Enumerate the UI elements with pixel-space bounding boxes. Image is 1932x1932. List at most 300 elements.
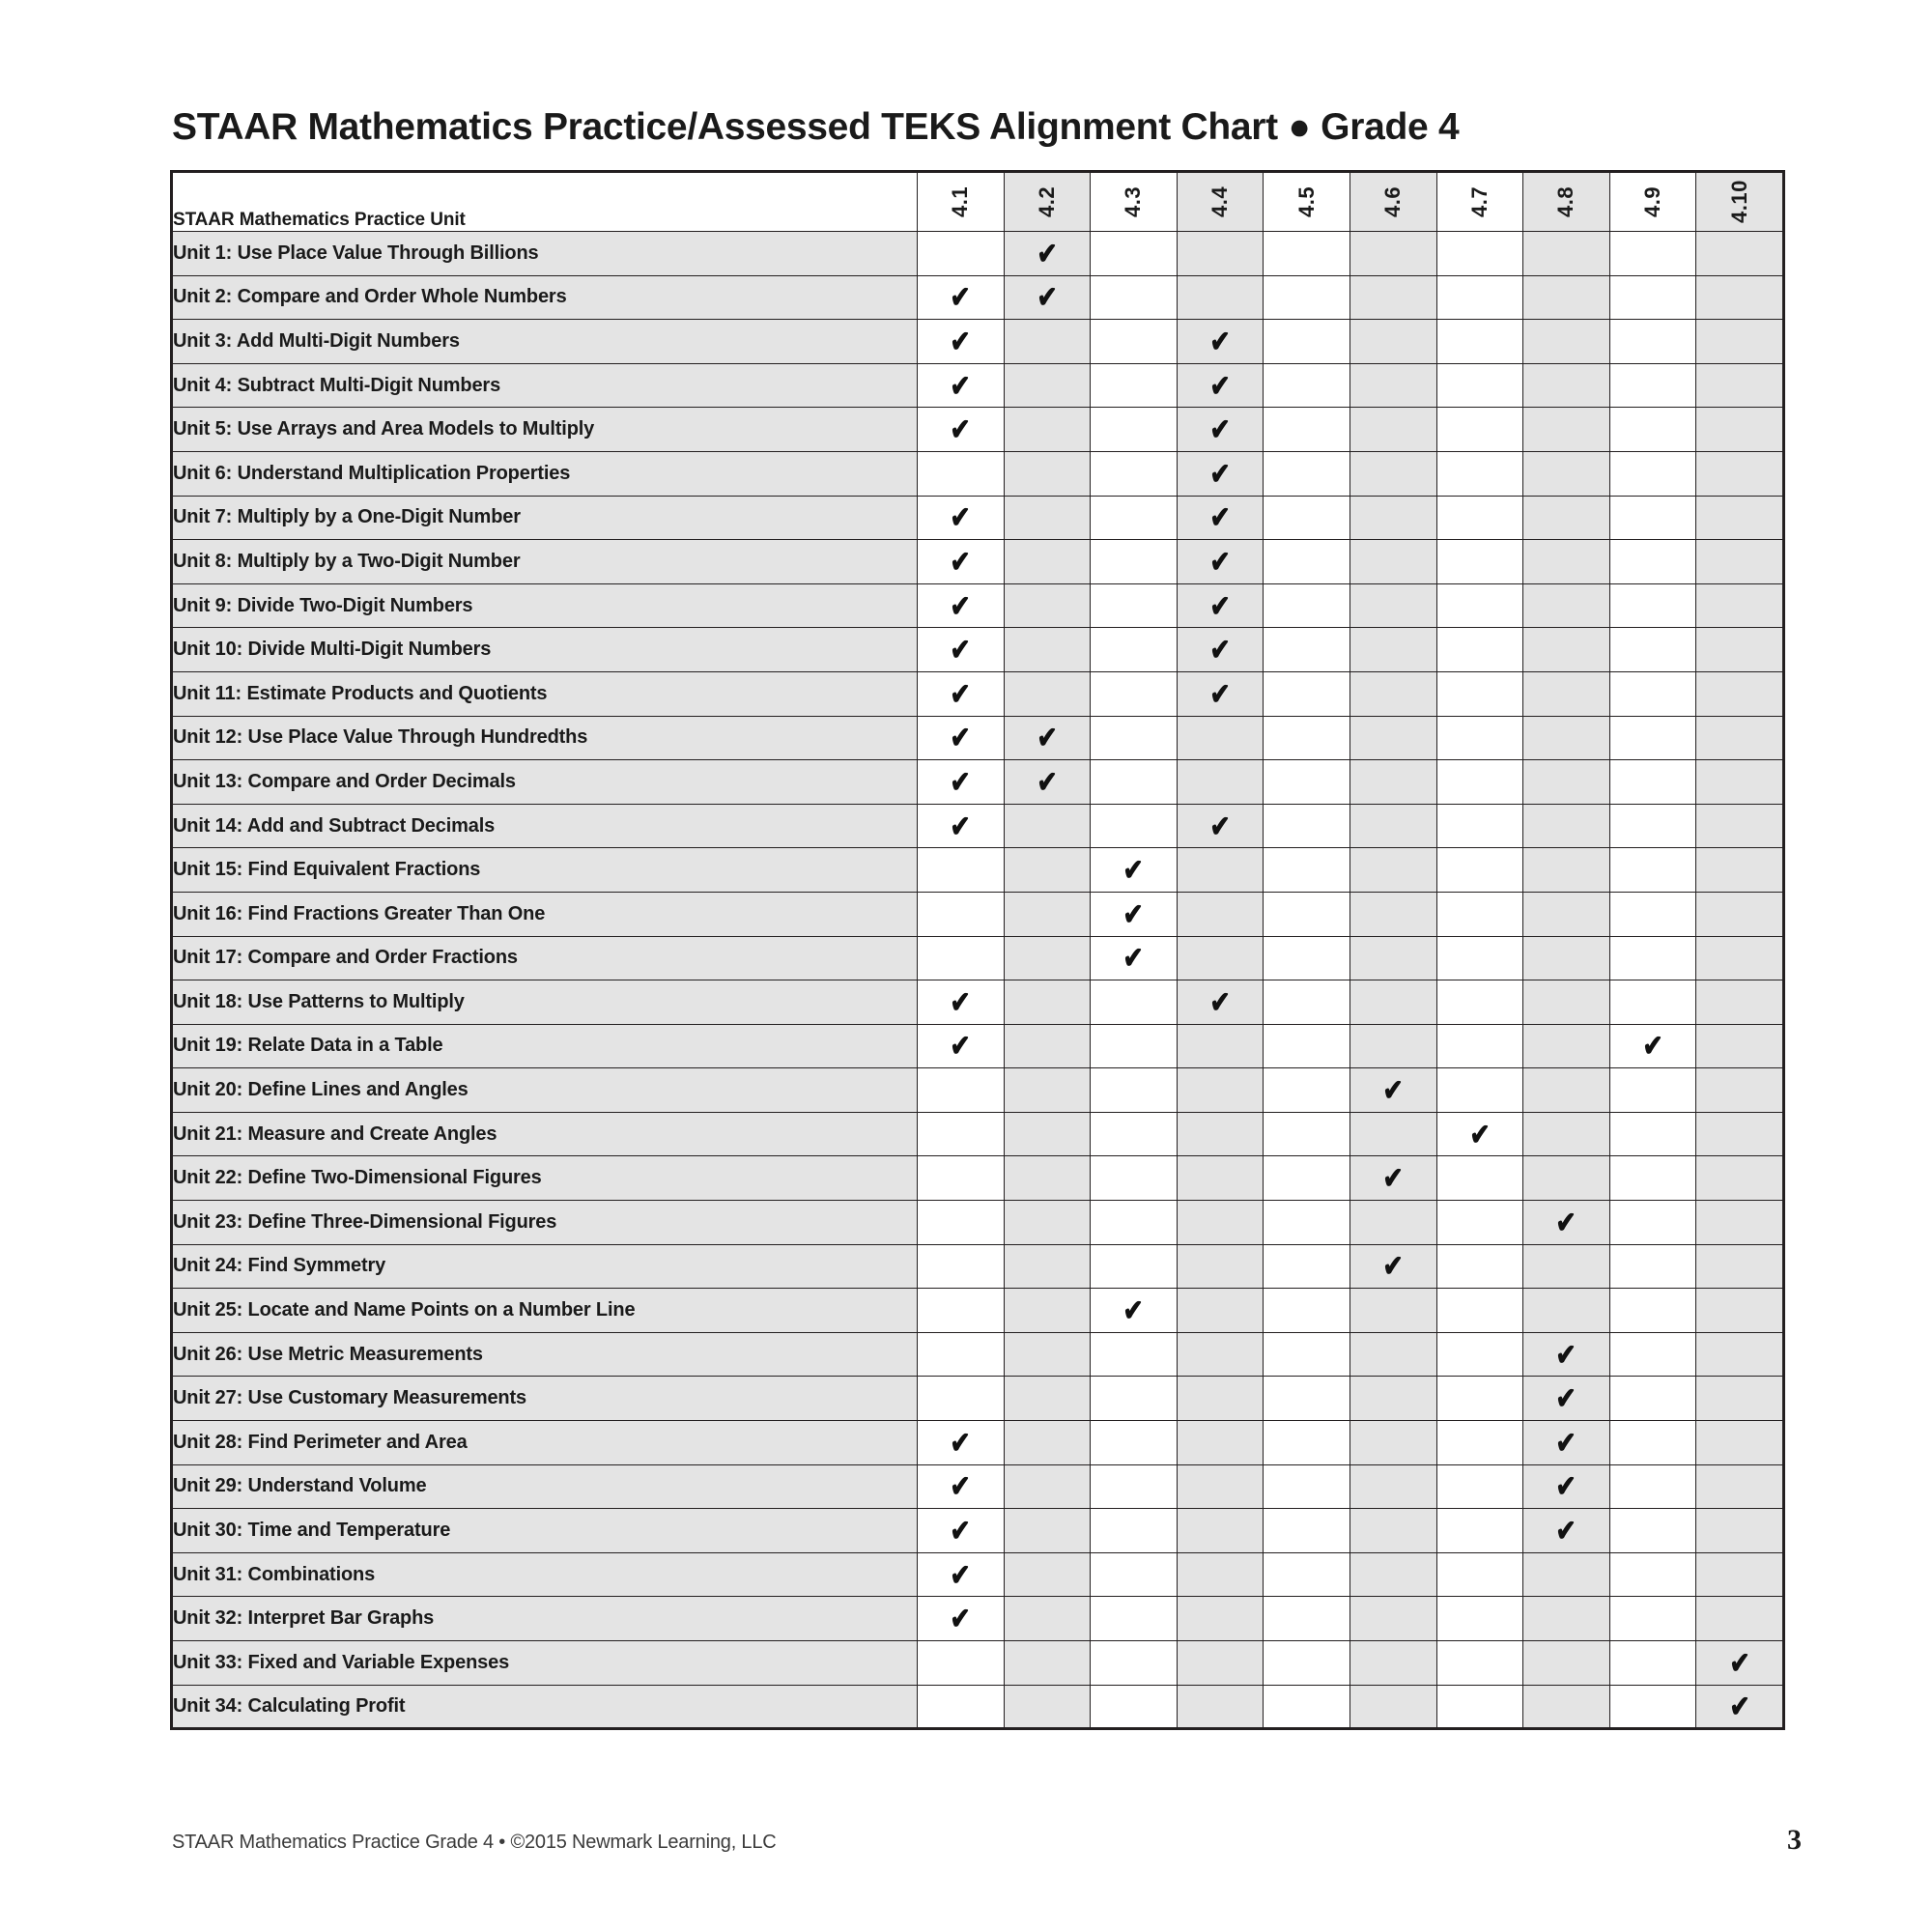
- alignment-cell: [1696, 804, 1784, 848]
- table-row: [172, 760, 1784, 805]
- checkmark-icon: ✔: [1555, 1381, 1577, 1416]
- alignment-cell: [1350, 363, 1436, 408]
- checkmark-icon: ✔: [1382, 1249, 1404, 1284]
- alignment-cell: [1523, 848, 1610, 893]
- alignment-cell: [1696, 408, 1784, 452]
- column-header-teks-4-2: [1004, 172, 1091, 232]
- alignment-cell: [1091, 583, 1178, 628]
- alignment-cell: [1177, 232, 1264, 276]
- alignment-cell: [1436, 451, 1523, 496]
- alignment-cell: [1696, 1685, 1784, 1729]
- alignment-cell: [1264, 1024, 1350, 1068]
- unit-label-cell: Unit 9: Divide Two-Digit Numbers: [172, 583, 918, 628]
- alignment-cell: [1177, 363, 1264, 408]
- column-header-label: 4.5: [1293, 185, 1319, 218]
- alignment-cell: [1264, 1244, 1350, 1289]
- alignment-cell: [1264, 628, 1350, 672]
- checkmark-icon: ✔: [1209, 544, 1231, 579]
- alignment-cell: [1004, 1332, 1091, 1377]
- table-row: [172, 1685, 1784, 1729]
- alignment-cell: [1177, 671, 1264, 716]
- alignment-cell: [1091, 1332, 1178, 1377]
- checkmark-icon: ✔: [1555, 1337, 1577, 1372]
- alignment-cell: [918, 1421, 1005, 1465]
- alignment-cell: [1350, 848, 1436, 893]
- checkmark-icon: ✔: [1209, 809, 1231, 843]
- alignment-cell: [1004, 451, 1091, 496]
- alignment-cell: [1264, 451, 1350, 496]
- unit-label-cell: Unit 12: Use Place Value Through Hundredths: [172, 716, 918, 760]
- alignment-cell: [1523, 451, 1610, 496]
- alignment-cell: [1177, 628, 1264, 672]
- alignment-cell: [1436, 496, 1523, 540]
- alignment-cell: [1091, 1244, 1178, 1289]
- alignment-cell: [918, 496, 1005, 540]
- alignment-cell: [1696, 1552, 1784, 1597]
- alignment-cell: [1264, 936, 1350, 980]
- alignment-cell: [1523, 1289, 1610, 1333]
- alignment-cell: [1436, 232, 1523, 276]
- table-row: [172, 275, 1784, 320]
- alignment-cell: [1350, 1068, 1436, 1113]
- checkmark-icon: ✔: [1037, 236, 1058, 270]
- alignment-cell: [1264, 760, 1350, 805]
- unit-label-cell: Unit 18: Use Patterns to Multiply: [172, 980, 918, 1025]
- checkmark-icon: ✔: [1555, 1205, 1577, 1239]
- alignment-cell: [1004, 540, 1091, 584]
- alignment-cell: [1609, 1377, 1696, 1421]
- alignment-cell: [1004, 1024, 1091, 1068]
- alignment-cell: [1436, 760, 1523, 805]
- table-row: [172, 583, 1784, 628]
- checkmark-icon: ✔: [1382, 1073, 1404, 1108]
- table-row: [172, 716, 1784, 760]
- alignment-cell: [1264, 496, 1350, 540]
- table-row: [172, 1552, 1784, 1597]
- alignment-cell: [1696, 583, 1784, 628]
- alignment-cell: [918, 1597, 1005, 1641]
- alignment-cell: [918, 363, 1005, 408]
- alignment-cell: [1091, 1552, 1178, 1597]
- unit-label-cell: Unit 29: Understand Volume: [172, 1464, 918, 1509]
- alignment-cell: [918, 716, 1005, 760]
- alignment-cell: [1091, 1156, 1178, 1201]
- alignment-cell: [1609, 583, 1696, 628]
- alignment-cell: [1523, 1552, 1610, 1597]
- table-row: [172, 408, 1784, 452]
- alignment-cell: [918, 320, 1005, 364]
- alignment-cell: [1350, 1552, 1436, 1597]
- table-row: [172, 363, 1784, 408]
- checkmark-icon: ✔: [950, 1557, 971, 1592]
- alignment-cell: [1523, 1421, 1610, 1465]
- alignment-cell: [1091, 1597, 1178, 1641]
- table-row: [172, 320, 1784, 364]
- alignment-cell: [1696, 1244, 1784, 1289]
- alignment-cell: [1436, 408, 1523, 452]
- alignment-cell: [1264, 671, 1350, 716]
- alignment-cell: [1436, 1112, 1523, 1156]
- alignment-cell: [1177, 320, 1264, 364]
- alignment-cell: [1523, 1332, 1610, 1377]
- alignment-cell: [1350, 980, 1436, 1025]
- alignment-cell: [918, 804, 1005, 848]
- checkmark-icon: ✔: [1122, 1293, 1145, 1328]
- alignment-cell: [1264, 980, 1350, 1025]
- alignment-cell: [1004, 1641, 1091, 1686]
- alignment-cell: [1091, 892, 1178, 936]
- checkmark-icon: ✔: [950, 721, 971, 755]
- table-row: [172, 540, 1784, 584]
- checkmark-icon: ✔: [950, 1425, 971, 1460]
- checkmark-icon: ✔: [1209, 412, 1231, 447]
- table-row: [172, 1464, 1784, 1509]
- column-header-teks-4-9: [1609, 172, 1696, 232]
- column-header-label: 4.7: [1466, 185, 1492, 218]
- alignment-cell: [1696, 760, 1784, 805]
- alignment-cell: [1264, 275, 1350, 320]
- alignment-cell: [1091, 540, 1178, 584]
- alignment-cell: [1523, 1112, 1610, 1156]
- alignment-cell: [1696, 1156, 1784, 1201]
- checkmark-icon: ✔: [950, 1514, 971, 1548]
- alignment-cell: [1177, 540, 1264, 584]
- alignment-cell: [1264, 363, 1350, 408]
- alignment-cell: [1177, 1156, 1264, 1201]
- alignment-cell: [918, 1024, 1005, 1068]
- alignment-cell: [1523, 892, 1610, 936]
- unit-label-cell: Unit 5: Use Arrays and Area Models to Multiply: [172, 408, 918, 452]
- unit-label-cell: Unit 25: Locate and Name Points on a Number Line: [172, 1289, 918, 1333]
- table-header-row: [172, 172, 1784, 232]
- alignment-cell: [1436, 1641, 1523, 1686]
- alignment-cell: [1264, 804, 1350, 848]
- unit-label-cell: Unit 15: Find Equivalent Fractions: [172, 848, 918, 893]
- alignment-cell: [1264, 1377, 1350, 1421]
- checkmark-icon: ✔: [1209, 368, 1231, 403]
- alignment-cell: [918, 1377, 1005, 1421]
- alignment-cell: [1004, 716, 1091, 760]
- alignment-cell: [1177, 804, 1264, 848]
- column-header-teks-4-4: [1177, 172, 1264, 232]
- alignment-cell: [918, 1464, 1005, 1509]
- checkmark-icon: ✔: [1037, 280, 1058, 315]
- alignment-cell: [1350, 1641, 1436, 1686]
- alignment-cell: [1696, 1068, 1784, 1113]
- alignment-cell: [1004, 496, 1091, 540]
- alignment-cell: [1609, 980, 1696, 1025]
- alignment-cell: [1350, 275, 1436, 320]
- alignment-cell: [1264, 320, 1350, 364]
- alignment-cell: [1350, 716, 1436, 760]
- alignment-cell: [1091, 496, 1178, 540]
- alignment-cell: [1177, 1024, 1264, 1068]
- alignment-cell: [918, 408, 1005, 452]
- alignment-cell: [1609, 320, 1696, 364]
- alignment-cell: [1523, 760, 1610, 805]
- alignment-cell: [1523, 1156, 1610, 1201]
- alignment-cell: [1436, 540, 1523, 584]
- alignment-cell: [1091, 1421, 1178, 1465]
- column-header-label: 4.4: [1208, 185, 1233, 218]
- alignment-cell: [1004, 363, 1091, 408]
- alignment-cell: [1004, 1377, 1091, 1421]
- alignment-cell: [1523, 716, 1610, 760]
- alignment-cell: [1004, 583, 1091, 628]
- alignment-cell: [1523, 804, 1610, 848]
- alignment-cell: [1436, 275, 1523, 320]
- alignment-cell: [1264, 1685, 1350, 1729]
- alignment-cell: [1177, 408, 1264, 452]
- alignment-cell: [1523, 363, 1610, 408]
- alignment-cell: [1177, 1597, 1264, 1641]
- alignment-cell: [1177, 1068, 1264, 1113]
- alignment-cell: [1523, 583, 1610, 628]
- alignment-cell: [1091, 408, 1178, 452]
- table-row: [172, 1024, 1784, 1068]
- alignment-cell: [1091, 1068, 1178, 1113]
- table-row: [172, 1377, 1784, 1421]
- alignment-cell: [1696, 892, 1784, 936]
- column-header-unit: STAAR Mathematics Practice Unit: [172, 172, 918, 232]
- column-header-label: 4.2: [1034, 185, 1059, 218]
- alignment-cell: [1436, 804, 1523, 848]
- unit-label-cell: Unit 31: Combinations: [172, 1552, 918, 1597]
- alignment-cell: [1177, 1552, 1264, 1597]
- alignment-cell: [1004, 275, 1091, 320]
- alignment-cell: [1091, 363, 1178, 408]
- alignment-cell: [1609, 716, 1696, 760]
- alignment-cell: [1004, 1068, 1091, 1113]
- checkmark-icon: ✔: [950, 412, 971, 447]
- alignment-cell: [1436, 892, 1523, 936]
- alignment-cell: [1436, 1201, 1523, 1245]
- alignment-cell: [1350, 1509, 1436, 1553]
- alignment-cell: [1091, 1289, 1178, 1333]
- alignment-cell: [1004, 1597, 1091, 1641]
- column-header-teks-4-8: [1523, 172, 1610, 232]
- alignment-cell: [1004, 804, 1091, 848]
- alignment-cell: [1091, 1509, 1178, 1553]
- alignment-cell: [1696, 1597, 1784, 1641]
- checkmark-icon: ✔: [950, 1602, 971, 1636]
- alignment-cell: [1696, 628, 1784, 672]
- alignment-cell: [1609, 804, 1696, 848]
- unit-label-cell: Unit 14: Add and Subtract Decimals: [172, 804, 918, 848]
- alignment-cell: [1696, 451, 1784, 496]
- alignment-cell: [1696, 1332, 1784, 1377]
- alignment-cell: [1350, 408, 1436, 452]
- alignment-cell: [918, 583, 1005, 628]
- checkmark-icon: ✔: [1555, 1425, 1577, 1460]
- column-header-label: 4.10: [1726, 180, 1751, 224]
- alignment-cell: [1004, 1201, 1091, 1245]
- table-row: [172, 980, 1784, 1025]
- checkmark-icon: ✔: [1469, 1117, 1491, 1151]
- alignment-cell: [1436, 716, 1523, 760]
- unit-label-cell: Unit 28: Find Perimeter and Area: [172, 1421, 918, 1465]
- alignment-cell: [1350, 496, 1436, 540]
- alignment-cell: [918, 760, 1005, 805]
- alignment-cell: [1523, 408, 1610, 452]
- unit-label-cell: Unit 23: Define Three-Dimensional Figures: [172, 1201, 918, 1245]
- alignment-cell: [1091, 1685, 1178, 1729]
- unit-label-cell: Unit 2: Compare and Order Whole Numbers: [172, 275, 918, 320]
- column-header-teks-4-10: [1696, 172, 1784, 232]
- alignment-cell: [1350, 1201, 1436, 1245]
- unit-label-cell: Unit 24: Find Symmetry: [172, 1244, 918, 1289]
- alignment-cell: [918, 892, 1005, 936]
- unit-label-cell: Unit 6: Understand Multiplication Properties: [172, 451, 918, 496]
- alignment-cell: [1350, 1685, 1436, 1729]
- alignment-cell: [1004, 671, 1091, 716]
- table-row: [172, 1201, 1784, 1245]
- alignment-cell: [1436, 1289, 1523, 1333]
- alignment-cell: [1177, 936, 1264, 980]
- table-row: [172, 1641, 1784, 1686]
- column-header-label: 4.3: [1121, 185, 1146, 218]
- unit-label-cell: Unit 17: Compare and Order Fractions: [172, 936, 918, 980]
- alignment-cell: [1350, 804, 1436, 848]
- checkmark-icon: ✔: [950, 368, 971, 403]
- alignment-cell: [1177, 848, 1264, 893]
- unit-label-cell: Unit 33: Fixed and Variable Expenses: [172, 1641, 918, 1686]
- alignment-cell: [1264, 892, 1350, 936]
- alignment-cell: [1264, 1289, 1350, 1333]
- unit-label-cell: Unit 27: Use Customary Measurements: [172, 1377, 918, 1421]
- alignment-cell: [1264, 1201, 1350, 1245]
- alignment-cell: [1350, 1377, 1436, 1421]
- column-header-label: 4.8: [1553, 185, 1578, 218]
- alignment-cell: [1523, 232, 1610, 276]
- alignment-cell: [1523, 1464, 1610, 1509]
- alignment-cell: [1091, 760, 1178, 805]
- alignment-cell: [1004, 1685, 1091, 1729]
- alignment-cell: [1350, 232, 1436, 276]
- alignment-cell: [1523, 540, 1610, 584]
- alignment-cell: [1523, 628, 1610, 672]
- column-header-label: 4.6: [1380, 185, 1406, 218]
- column-header-teks-4-1: [918, 172, 1005, 232]
- alignment-cell: [1004, 1509, 1091, 1553]
- alignment-cell: [1609, 848, 1696, 893]
- alignment-cell: [1091, 275, 1178, 320]
- column-header-teks-4-6: [1350, 172, 1436, 232]
- checkmark-icon: ✔: [1382, 1161, 1404, 1196]
- alignment-cell: [1177, 1464, 1264, 1509]
- alignment-cell: [1264, 1509, 1350, 1553]
- alignment-cell: [1696, 1464, 1784, 1509]
- alignment-cell: [918, 936, 1005, 980]
- table-row: [172, 1289, 1784, 1333]
- alignment-cell: [1609, 1597, 1696, 1641]
- alignment-cell: [1609, 1641, 1696, 1686]
- alignment-cell: [1177, 980, 1264, 1025]
- alignment-cell: [1004, 232, 1091, 276]
- alignment-cell: [1609, 671, 1696, 716]
- alignment-cell: [1350, 1244, 1436, 1289]
- alignment-cell: [1436, 1244, 1523, 1289]
- alignment-cell: [1177, 451, 1264, 496]
- alignment-cell: [1091, 848, 1178, 893]
- checkmark-icon: ✔: [1642, 1029, 1663, 1064]
- column-header-teks-4-3: [1091, 172, 1178, 232]
- alignment-cell: [1436, 1156, 1523, 1201]
- alignment-cell: [1004, 1156, 1091, 1201]
- alignment-cell: [1177, 1244, 1264, 1289]
- checkmark-icon: ✔: [1209, 633, 1231, 668]
- checkmark-icon: ✔: [1728, 1689, 1750, 1723]
- alignment-cell: [1609, 451, 1696, 496]
- alignment-cell: [918, 1244, 1005, 1289]
- alignment-cell: [1696, 1421, 1784, 1465]
- checkmark-icon: ✔: [1209, 588, 1231, 623]
- alignment-cell: [1436, 1464, 1523, 1509]
- alignment-cell: [1004, 1289, 1091, 1333]
- alignment-cell: [1004, 760, 1091, 805]
- alignment-cell: [1523, 671, 1610, 716]
- teks-alignment-table-container: [170, 170, 1770, 1730]
- alignment-cell: [918, 451, 1005, 496]
- checkmark-icon: ✔: [950, 1029, 971, 1064]
- unit-label-cell: Unit 32: Interpret Bar Graphs: [172, 1597, 918, 1641]
- alignment-cell: [1609, 540, 1696, 584]
- alignment-cell: [1696, 1641, 1784, 1686]
- alignment-cell: [1350, 1464, 1436, 1509]
- alignment-cell: [918, 1156, 1005, 1201]
- unit-label-cell: Unit 19: Relate Data in a Table: [172, 1024, 918, 1068]
- table-row: [172, 628, 1784, 672]
- alignment-cell: [1609, 1201, 1696, 1245]
- alignment-cell: [1696, 848, 1784, 893]
- alignment-cell: [1609, 892, 1696, 936]
- alignment-cell: [1523, 936, 1610, 980]
- alignment-cell: [1436, 1597, 1523, 1641]
- alignment-cell: [918, 1289, 1005, 1333]
- alignment-cell: [1091, 1464, 1178, 1509]
- alignment-cell: [1696, 363, 1784, 408]
- unit-label-cell: Unit 4: Subtract Multi-Digit Numbers: [172, 363, 918, 408]
- alignment-cell: [1696, 716, 1784, 760]
- alignment-cell: [1609, 1024, 1696, 1068]
- checkmark-icon: ✔: [950, 984, 971, 1019]
- alignment-cell: [1264, 408, 1350, 452]
- alignment-cell: [1177, 1289, 1264, 1333]
- alignment-cell: [1523, 1509, 1610, 1553]
- alignment-cell: [1436, 628, 1523, 672]
- column-header-label: 4.9: [1640, 185, 1665, 218]
- alignment-cell: [1004, 892, 1091, 936]
- alignment-cell: [1264, 1552, 1350, 1597]
- alignment-cell: [1523, 1024, 1610, 1068]
- alignment-cell: [1004, 848, 1091, 893]
- alignment-cell: [1696, 980, 1784, 1025]
- alignment-cell: [1091, 1112, 1178, 1156]
- alignment-cell: [1523, 496, 1610, 540]
- page-title: STAAR Mathematics Practice/Assessed TEKS Alignment Chart ● Grade 4: [172, 106, 1460, 148]
- alignment-cell: [1609, 1156, 1696, 1201]
- alignment-cell: [1609, 408, 1696, 452]
- alignment-cell: [918, 232, 1005, 276]
- alignment-cell: [1609, 363, 1696, 408]
- alignment-cell: [1264, 540, 1350, 584]
- alignment-cell: [1696, 275, 1784, 320]
- alignment-cell: [1696, 320, 1784, 364]
- alignment-cell: [1264, 1332, 1350, 1377]
- alignment-cell: [918, 1201, 1005, 1245]
- column-header-teks-4-7: [1436, 172, 1523, 232]
- alignment-cell: [1696, 540, 1784, 584]
